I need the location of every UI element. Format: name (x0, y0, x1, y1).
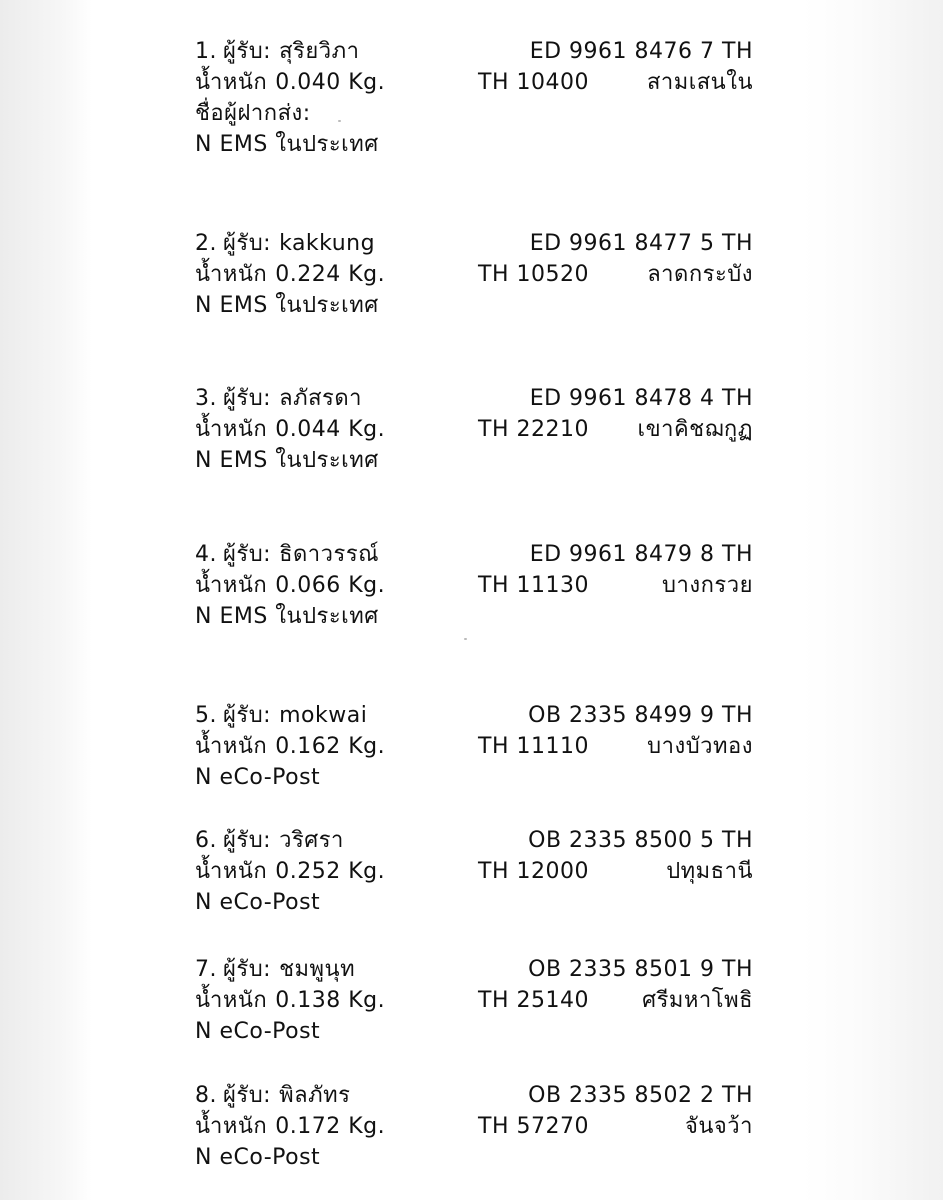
entry-index: 5. (195, 703, 217, 728)
recipient-name: kakkung (279, 231, 376, 256)
service-type: N EMS ในประเทศ (195, 132, 379, 157)
postcode: TH 57270 (478, 1114, 589, 1139)
recipient-label: ผู้รับ: (223, 828, 272, 853)
shipment-entry-7 (195, 954, 760, 1047)
tracking-number: OB 2335 8501 9 TH (528, 957, 753, 982)
shipment-entry-2 (195, 228, 760, 321)
weight-value: 0.252 Kg. (275, 859, 386, 884)
entry-index: 1. (195, 39, 217, 64)
recipient-label: ผู้รับ: (223, 386, 272, 411)
recipient-label: ผู้รับ: (223, 542, 272, 567)
weight-value: 0.066 Kg. (275, 573, 386, 598)
weight-label: น้ำหนัก (195, 417, 268, 442)
recipient-name: ธิดาวรรณ์ (279, 542, 380, 567)
recipient-name: mokwai (279, 703, 368, 728)
weight-label: น้ำหนัก (195, 734, 268, 759)
weight-value: 0.162 Kg. (275, 734, 386, 759)
shipment-entry-3 (195, 383, 760, 476)
service-type: N eCo-Post (195, 765, 321, 790)
service-type: N EMS ในประเทศ (195, 604, 379, 629)
weight-label: น้ำหนัก (195, 988, 268, 1013)
recipient-name: สุริยวิภา (279, 39, 360, 64)
recipient-label: ผู้รับ: (223, 1083, 272, 1108)
service-type: N eCo-Post (195, 890, 321, 915)
weight-value: 0.044 Kg. (275, 417, 386, 442)
entry-index: 3. (195, 386, 217, 411)
tracking-number: ED 9961 8476 7 TH (529, 39, 753, 64)
district: ศรีมหาโพธิ (642, 988, 753, 1013)
service-type: N EMS ในประเทศ (195, 448, 379, 473)
district: สามเสนใน (646, 70, 753, 95)
weight-label: น้ำหนัก (195, 1114, 268, 1139)
postcode: TH 22210 (478, 417, 589, 442)
recipient-label: ผู้รับ: (223, 39, 272, 64)
weight-value: 0.138 Kg. (275, 988, 386, 1013)
tracking-number: ED 9961 8477 5 TH (529, 231, 753, 256)
recipient-label: ผู้รับ: (223, 231, 272, 256)
service-type: N EMS ในประเทศ (195, 293, 379, 318)
service-type: N eCo-Post (195, 1145, 321, 1170)
shipment-entry-5 (195, 700, 760, 793)
sender-label: ชื่อผู้ฝากส่ง: (195, 101, 311, 126)
tracking-number: OB 2335 8499 9 TH (528, 703, 753, 728)
weight-label: น้ำหนัก (195, 573, 268, 598)
paper-speck (464, 638, 467, 640)
postcode: TH 10400 (478, 70, 589, 95)
shipment-entry-6 (195, 825, 760, 918)
entry-index: 8. (195, 1083, 217, 1108)
weight-value: 0.040 Kg. (275, 70, 386, 95)
district: ปทุมธานี (666, 859, 753, 884)
tracking-number: ED 9961 8478 4 TH (529, 386, 753, 411)
tracking-number: ED 9961 8479 8 TH (529, 542, 753, 567)
postcode: TH 10520 (478, 262, 589, 287)
weight-label: น้ำหนัก (195, 859, 268, 884)
tracking-number: OB 2335 8502 2 TH (528, 1083, 753, 1108)
postcode: TH 11110 (478, 734, 589, 759)
district: เขาคิชฌกูฏ (637, 417, 753, 442)
weight-label: น้ำหนัก (195, 262, 268, 287)
postcode: TH 25140 (478, 988, 589, 1013)
district: จันจว้า (684, 1114, 753, 1139)
weight-label: น้ำหนัก (195, 70, 268, 95)
recipient-label: ผู้รับ: (223, 703, 272, 728)
entry-index: 2. (195, 231, 217, 256)
service-type: N eCo-Post (195, 1019, 321, 1044)
tracking-number: OB 2335 8500 5 TH (528, 828, 753, 853)
district: ลาดกระบัง (647, 262, 753, 287)
photo-shadow-left (0, 0, 92, 1200)
district: บางกรวย (662, 573, 753, 598)
shipment-entry-1 (195, 36, 760, 160)
recipient-name: ลภัสรดา (279, 386, 362, 411)
entry-index: 7. (195, 957, 217, 982)
entry-index: 6. (195, 828, 217, 853)
weight-value: 0.172 Kg. (275, 1114, 386, 1139)
photo-shadow-right (803, 0, 943, 1200)
postcode: TH 12000 (478, 859, 589, 884)
weight-value: 0.224 Kg. (275, 262, 386, 287)
recipient-name: ชมพูนุท (279, 957, 356, 982)
entry-index: 4. (195, 542, 217, 567)
shipment-entry-8 (195, 1080, 760, 1173)
postcode: TH 11130 (478, 573, 589, 598)
recipient-label: ผู้รับ: (223, 957, 272, 982)
district: บางบัวทอง (647, 734, 753, 759)
recipient-name: วริศรา (279, 828, 344, 853)
recipient-name: พิลภัทร (279, 1083, 351, 1108)
shipment-entry-4 (195, 539, 760, 632)
